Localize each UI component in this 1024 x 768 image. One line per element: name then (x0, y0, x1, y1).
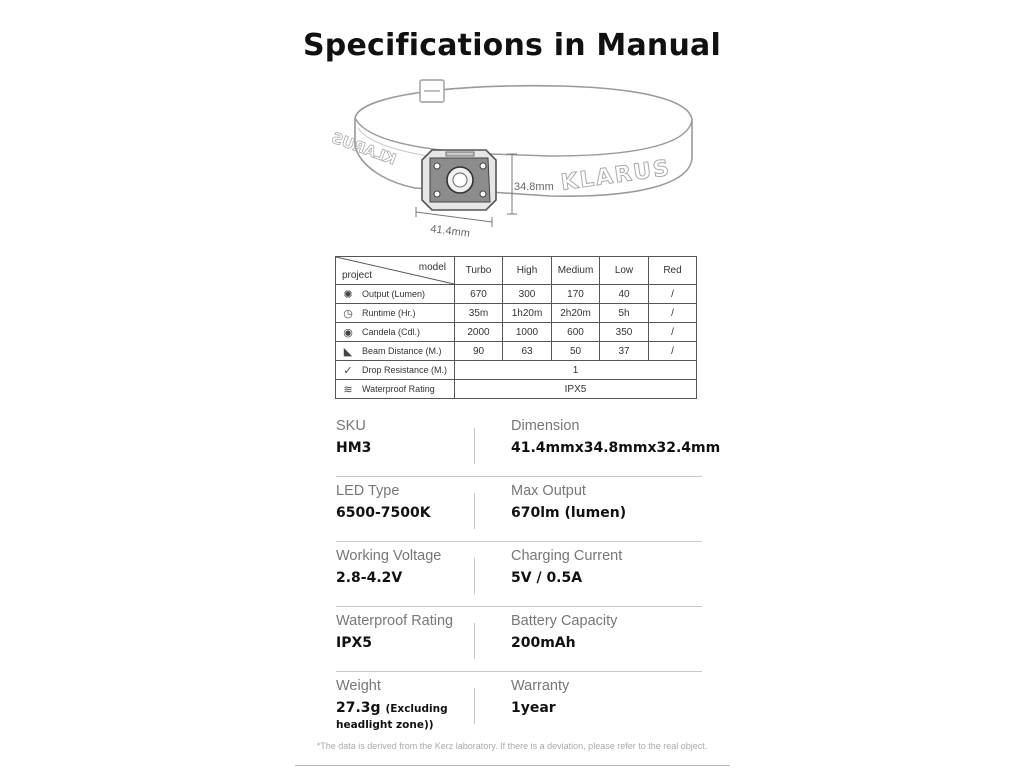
table-cell: 40 (600, 285, 649, 304)
column-header: Red (649, 257, 697, 285)
spec-divider (474, 688, 475, 724)
spec-label: Weight (336, 678, 381, 694)
clock-icon: ◷ (343, 307, 353, 320)
spec-value: IPX5 (336, 635, 373, 651)
table-cell: 2000 (455, 323, 503, 342)
output-icon: ✺ (343, 288, 353, 301)
spec-label: Working Voltage (336, 548, 442, 564)
table-row (336, 323, 697, 342)
table-cell: 1h20m (503, 304, 552, 323)
candela-icon: ◉ (343, 326, 353, 339)
table-cell: 670 (455, 285, 503, 304)
row-label: Drop Resistance (M.) (362, 364, 448, 375)
table-cell: 600 (552, 323, 600, 342)
table-row (336, 380, 697, 399)
table-row (336, 342, 697, 361)
table-cell: 35m (455, 304, 503, 323)
spec-row (336, 607, 702, 672)
column-header: High (503, 257, 552, 285)
table-cell: 63 (503, 342, 552, 361)
spec-row (336, 672, 702, 752)
table-row (336, 304, 697, 323)
spec-label: SKU (336, 418, 366, 434)
headlamp-illustration (300, 76, 720, 246)
corner-model-label: model (418, 262, 446, 273)
column-header: Medium (552, 257, 600, 285)
table-cell: / (649, 323, 697, 342)
table-header-row (336, 257, 697, 285)
spec-row (336, 542, 702, 607)
spec-value: 1year (511, 700, 556, 716)
beam-distance-icon: ◣ (343, 345, 353, 358)
table-cell: 1 (455, 361, 697, 380)
spec-value (336, 700, 486, 732)
spec-divider (474, 623, 475, 659)
spec-value: 200mAh (511, 635, 576, 651)
table-cell: / (649, 304, 697, 323)
spec-row (336, 477, 702, 542)
spec-list (336, 412, 721, 752)
spec-value: 2.8-4.2V (336, 570, 403, 586)
column-header: Low (600, 257, 649, 285)
weight-value: 27.3g (336, 700, 381, 716)
row-label: Candela (Cdl.) (362, 326, 421, 337)
table-cell: 350 (600, 323, 649, 342)
weight-note-2: headlight zone)) (336, 719, 434, 731)
spec-label: Waterproof Rating (336, 613, 454, 629)
table-cell: 170 (552, 285, 600, 304)
spec-label: Charging Current (511, 548, 623, 564)
column-header: Turbo (455, 257, 503, 285)
spec-label: LED Type (336, 483, 400, 499)
table-cell: 1000 (503, 323, 552, 342)
corner-project-label: project (342, 270, 373, 281)
spec-divider (474, 558, 475, 594)
table-row (336, 361, 697, 380)
bottom-divider (295, 765, 730, 766)
spec-divider (474, 493, 475, 529)
drop-resistance-icon: ✓ (343, 364, 353, 377)
spec-value: 41.4mmx34.8mmx32.4mm (511, 440, 721, 456)
spec-value: 670lm (lumen) (511, 505, 627, 521)
page-title: Specifications in Manual (303, 28, 721, 63)
row-label: Waterproof Rating (362, 383, 435, 394)
table-cell: / (649, 342, 697, 361)
table-corner (336, 257, 455, 285)
table-cell: / (649, 285, 697, 304)
spec-value: 5V / 0.5A (511, 570, 583, 586)
brand-logo: KLARUS (559, 155, 673, 196)
spec-value: HM3 (336, 440, 372, 456)
spec-label: Battery Capacity (511, 613, 618, 629)
brand-mirror: KLARUS (329, 128, 399, 169)
table-cell: IPX5 (455, 380, 697, 399)
table-cell: 90 (455, 342, 503, 361)
footnote: *The data is derived from the Kerz laboratory. If there is a deviation, please refer to the real object. (316, 741, 708, 751)
spec-value: 6500-7500K (336, 505, 431, 521)
spec-label: Dimension (511, 418, 580, 434)
weight-note: (Excluding (385, 703, 448, 715)
row-label: Output (Lumen) (362, 288, 426, 299)
spec-divider (474, 428, 475, 464)
width-dimension: 41.4mm (429, 223, 471, 240)
height-dimension: 34.8mm (514, 181, 554, 193)
table-cell: 2h20m (552, 304, 600, 323)
table-row (336, 285, 697, 304)
table-cell: 300 (503, 285, 552, 304)
spec-label: Max Output (511, 483, 586, 499)
lamp-head (422, 150, 496, 210)
table-cell: 5h (600, 304, 649, 323)
mode-table (335, 256, 697, 399)
spec-row (336, 412, 721, 477)
waterproof-icon: ≋ (343, 383, 353, 396)
table-cell: 37 (600, 342, 649, 361)
row-label: Beam Distance (M.) (362, 345, 442, 356)
table-cell: 50 (552, 342, 600, 361)
row-label: Runtime (Hr.) (362, 307, 416, 318)
spec-label: Warranty (511, 678, 570, 694)
